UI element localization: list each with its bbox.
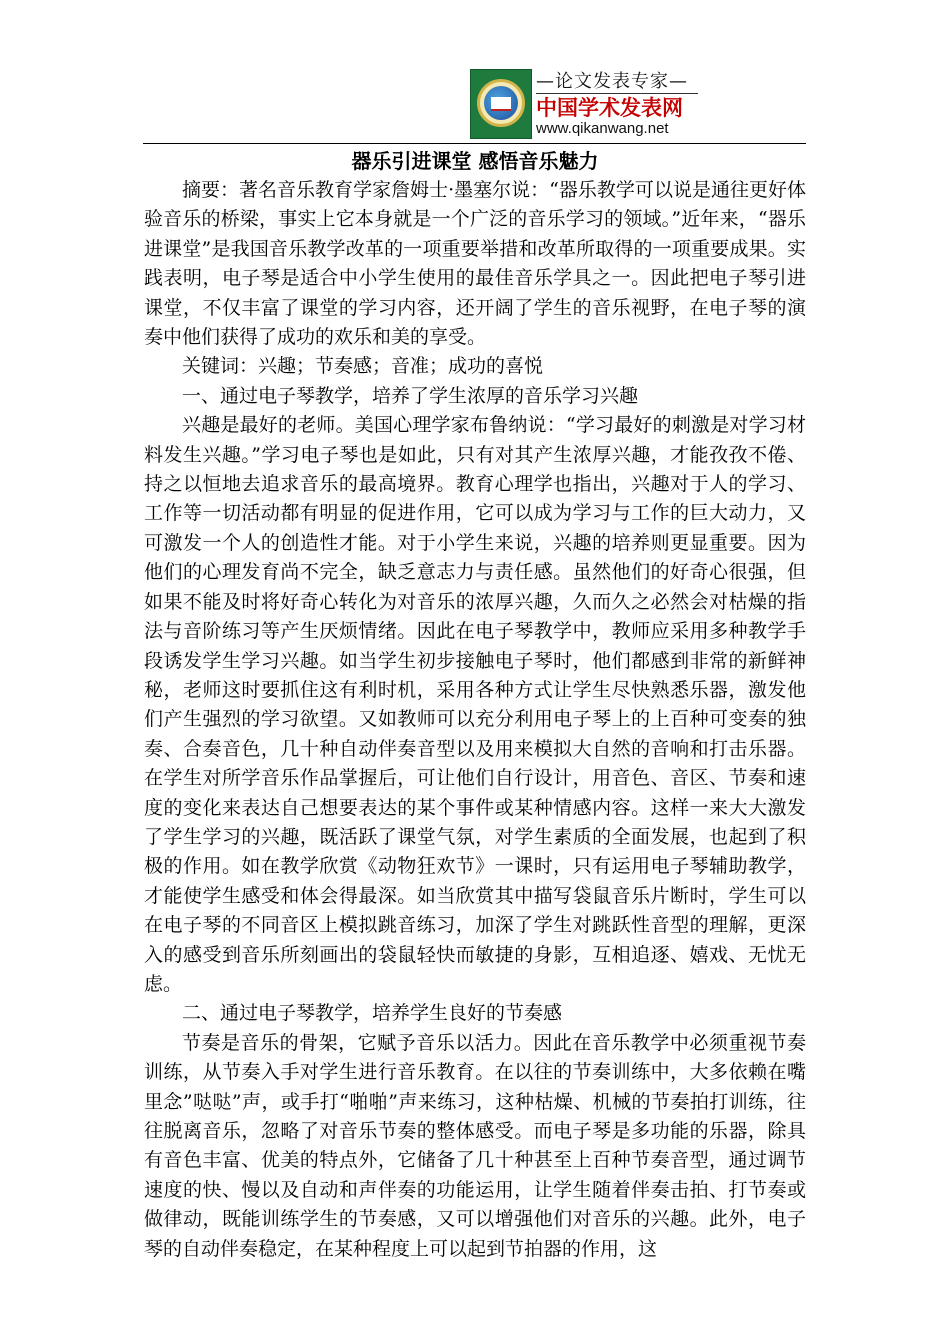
- site-logo: [470, 69, 698, 139]
- section-2-paragraph: 节奏是音乐的骨架，它赋予音乐以活力。因此在音乐教学中必须重视节奏训练，从节奏入手对学生进行音乐教育。在以往的节奏训练中，大多依赖在嘴里念”哒哒”声，或手打“啪啪”声来练习，这种枯燥、机械的节奏拍打训练，往往脱离音乐，忽略了对音乐节奏的整体感受。而电子琴是多功能的乐器，除具有音色丰富、优美的特点外，它储备了几十种甚至上百种节奏音型，通过调节速度的快、慢以及自动和声伴奏的功能运用，让学生随着伴奏击拍、打节奏或做律动，既能训练学生的节奏感，又可以增强他们对音乐的兴趣。此外，电子琴的自动伴奏稳定，在某种程度上可以起到节拍器的作用，这: [144, 1031, 806, 1260]
- logo-url: www.qikanwang.net: [536, 120, 669, 137]
- logo-text-block: [532, 69, 698, 139]
- logo-tagline: —论文发表专家—: [536, 71, 698, 94]
- section-1-heading: 一、通过电子琴教学，培养了学生浓厚的音乐学习兴趣: [182, 384, 639, 407]
- globe-book-emblem-icon: [470, 69, 532, 139]
- logo-site-name: 中国学术发表网: [536, 95, 683, 120]
- document-body: [144, 147, 806, 1264]
- header-divider: [143, 143, 806, 144]
- section-1-paragraph: 兴趣是最好的老师。美国心理学家布鲁纳说：“学习最好的刺激是对学习材料发生兴趣。”学习电子琴也是如此，只有对其产生浓厚兴趣，才能孜孜不倦、持之以恒地去追求音乐的最高境界。教育心理学也指出，兴趣对于人的学习、工作等一切活动都有明显的促进作用，它可以成为学习与工作的巨大动力，又可激发一个人的创造性才能。对于小学生来说，兴趣的培养则更显重要。因为他们的心理发育尚不完全，缺乏意志力与责任感。虽然他们的好奇心很强，但如果不能及时将好奇心转化为对音乐的浓厚兴趣，久而久之必然会对枯燥的指法与音阶练习等产生厌烦情绪。因此在电子琴教学中，教师应采用多种教学手段诱发学生学习兴趣。如当学生初步接触电子琴时，他们都感到非常的新鲜神秘，老师这时要抓住这有利时机，采用各种方式让学生尽快熟悉乐器，激发他们产生强烈的学习欲望。又如教师可以充分利用电子琴上的上百种可变奏的独奏、合奏音色，几十种自动伴奏音型以及用来模拟大自然的音响和打击乐器。在学生对所学音乐作品掌握后，可让他们自行设计，用音色、音区、节奏和速度的变化来表达自己想要表达的某个事件或某种情感内容。这样一来大大激发了学生学习的兴趣，既活跃了课堂气氛，对学生素质的全面发展，也起到了积极的作用。如在教学欣赏《动物狂欢节》一课时，只有运用电子琴辅助教学，才能使学生感受和体会得最深。如当欣赏其中描写袋鼠音乐片断时，学生可以在电子琴的不同音区上模拟跳音练习，加深了学生对跳跃性音型的理解，更深入的感受到音乐所刻画出的袋鼠轻快而敏捷的身影，互相追逐、嬉戏、无忧无虑。: [144, 414, 806, 995]
- document-title: 器乐引进课堂 感悟音乐魅力: [351, 149, 599, 173]
- section-2-heading: 二、通过电子琴教学，培养学生良好的节奏感: [182, 1002, 563, 1025]
- abstract-paragraph: 摘要：著名音乐教育学家詹姆士·墨塞尔说：“器乐教学可以说是通往更好体验音乐的桥梁，事实上它本身就是一个广泛的音乐学习的领域。”近年来，“器乐进课堂”是我国音乐教学改革的一项重要举措和改革所取得的一项重要成果。实践表明，电子琴是适合中小学生使用的最佳音乐学具之一。因此把电子琴引进课堂，不仅丰富了课堂的学习内容，还开阔了学生的音乐视野，在电子琴的演奏中他们获得了成功的欢乐和美的享受。: [144, 179, 806, 349]
- keywords-line: 关键词：兴趣；节奏感；音准；成功的喜悦: [182, 355, 544, 378]
